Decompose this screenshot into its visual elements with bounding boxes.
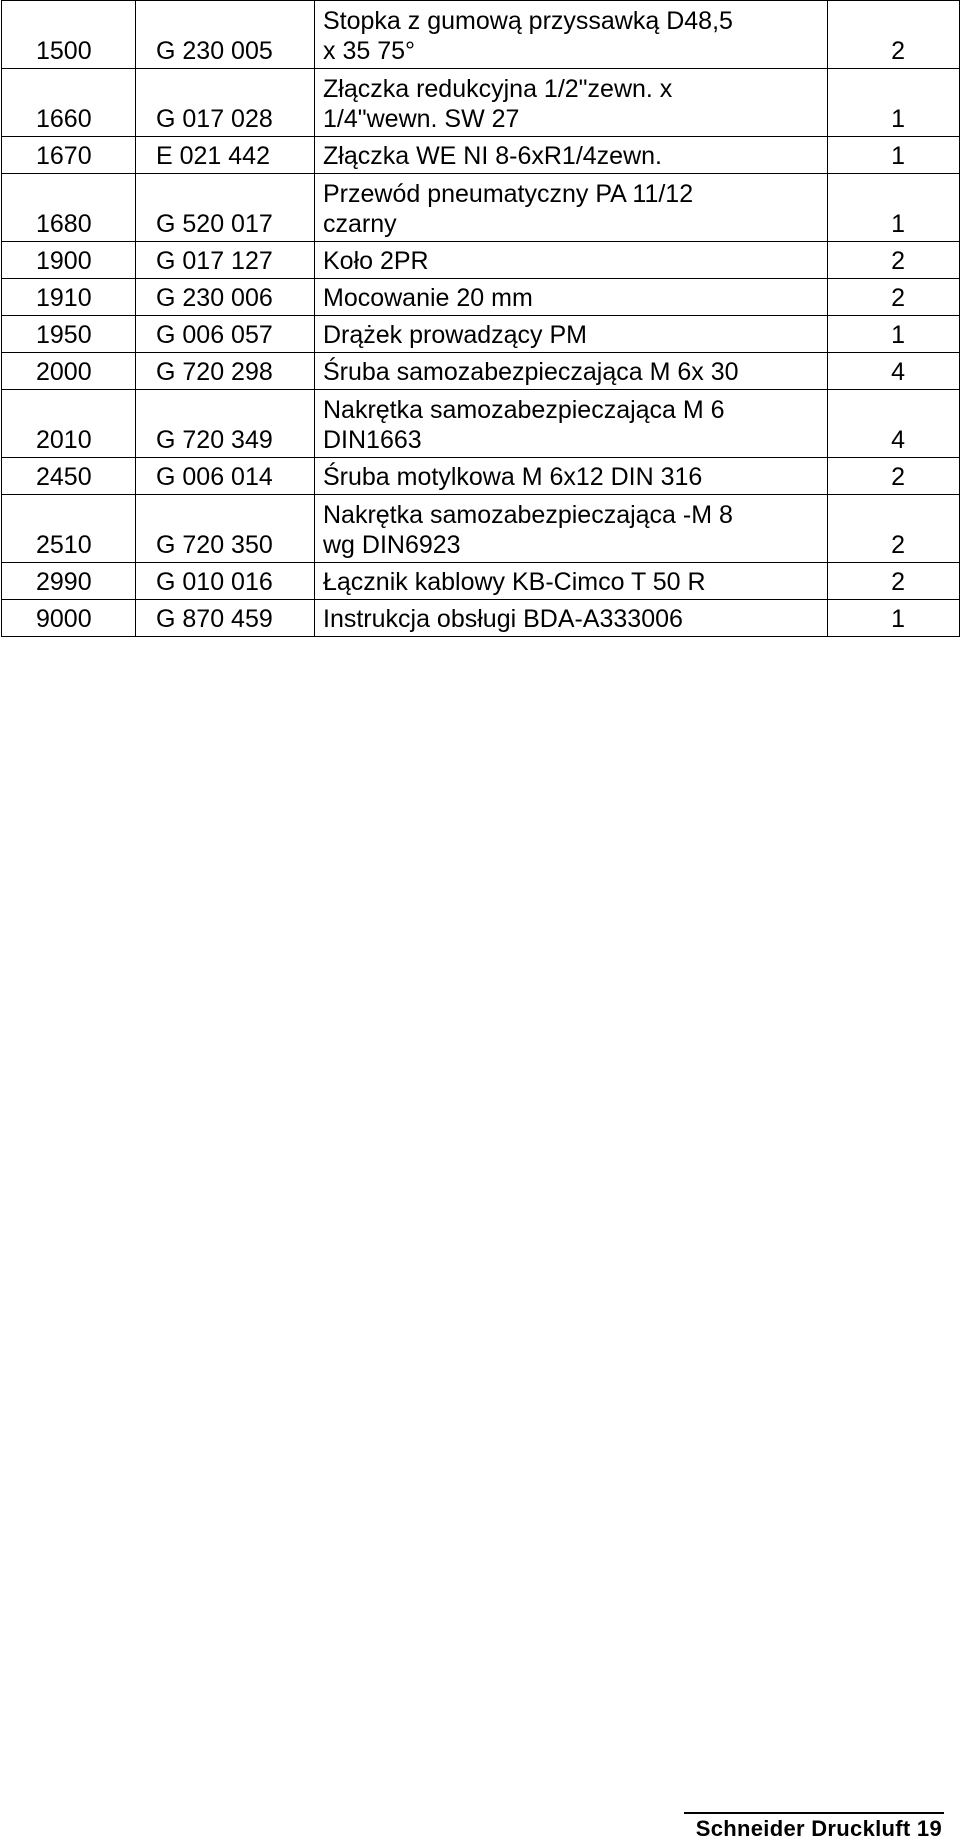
description-cell [315,353,828,390]
table-row [2,353,960,390]
article-number-cell: G 720 298 [136,353,315,390]
quantity-cell: 1 [828,174,960,242]
table-row [2,1,960,69]
description-line: Stopka z gumową przyssawką D48,5 [323,7,733,35]
description-line: Instrukcja obsługi BDA-A333006 [323,605,683,633]
description-line: Łącznik kablowy KB-Cimco T 50 R [323,568,706,596]
quantity-cell: 4 [828,353,960,390]
footer-rule [684,1812,944,1814]
description-line: Drążek prowadzący PM [323,321,587,349]
position-number-cell: 1910 [2,279,136,316]
article-number-cell: G 520 017 [136,174,315,242]
table-row [2,137,960,174]
description-cell [315,137,828,174]
description-cell [315,69,828,137]
position-number-cell: 2010 [2,390,136,458]
table-row [2,563,960,600]
article-number-cell: G 720 349 [136,390,315,458]
position-number-cell: 1500 [2,1,136,69]
description-cell [315,390,828,458]
article-number-cell: G 230 006 [136,279,315,316]
page-footer: Schneider Druckluft 19 [695,1816,942,1841]
quantity-cell: 2 [828,495,960,563]
description-cell [315,242,828,279]
article-number-cell: E 021 442 [136,137,315,174]
description-line: Mocowanie 20 mm [323,284,533,312]
article-number-cell: G 870 459 [136,600,315,637]
description-line: x 35 75° [323,37,416,65]
description-cell [315,174,828,242]
description-cell [315,279,828,316]
description-line: Przewód pneumatyczny PA 11/12 [323,180,694,208]
description-line: DIN1663 [323,426,422,454]
description-line: Śruba motylkowa M 6x12 DIN 316 [323,463,703,491]
position-number-cell: 2450 [2,458,136,495]
position-number-cell: 1670 [2,137,136,174]
table-row [2,279,960,316]
quantity-cell: 1 [828,137,960,174]
description-line: wg DIN6923 [323,531,461,559]
quantity-cell: 4 [828,390,960,458]
quantity-cell: 1 [828,69,960,137]
position-number-cell: 2000 [2,353,136,390]
quantity-cell: 2 [828,242,960,279]
table-row [2,495,960,563]
description-line: Nakrętka samozabezpieczająca M 6 [323,396,725,424]
description-cell [315,495,828,563]
quantity-cell: 2 [828,279,960,316]
description-line: Złączka WE NI 8-6xR1/4zewn. [323,142,662,170]
table-row [2,69,960,137]
article-number-cell: G 230 005 [136,1,315,69]
article-number-cell: G 006 057 [136,316,315,353]
table-row [2,600,960,637]
position-number-cell: 2990 [2,563,136,600]
position-number-cell: 2510 [2,495,136,563]
article-number-cell: G 720 350 [136,495,315,563]
description-cell [315,458,828,495]
description-cell [315,316,828,353]
parts-table-body [2,1,960,637]
quantity-cell: 1 [828,600,960,637]
table-row [2,174,960,242]
table-row [2,316,960,353]
description-line: Koło 2PR [323,247,429,275]
description-line: Nakrętka samozabezpieczająca -M 8 [323,501,733,529]
quantity-cell: 2 [828,563,960,600]
description-line: Złączka redukcyjna 1/2"zewn. x [323,75,673,103]
position-number-cell: 1900 [2,242,136,279]
article-number-cell: G 017 028 [136,69,315,137]
description-cell [315,1,828,69]
quantity-cell: 2 [828,1,960,69]
position-number-cell: 1680 [2,174,136,242]
description-line: czarny [323,210,397,238]
article-number-cell: G 010 016 [136,563,315,600]
description-cell [315,600,828,637]
table-row [2,458,960,495]
table-row [2,390,960,458]
article-number-cell: G 017 127 [136,242,315,279]
table-row [2,242,960,279]
position-number-cell: 1660 [2,69,136,137]
description-cell [315,563,828,600]
description-line: 1/4"wewn. SW 27 [323,105,520,133]
parts-table [1,0,960,637]
article-number-cell: G 006 014 [136,458,315,495]
description-line: Śruba samozabezpieczająca M 6x 30 [323,358,739,386]
quantity-cell: 2 [828,458,960,495]
position-number-cell: 1950 [2,316,136,353]
quantity-cell: 1 [828,316,960,353]
position-number-cell: 9000 [2,600,136,637]
